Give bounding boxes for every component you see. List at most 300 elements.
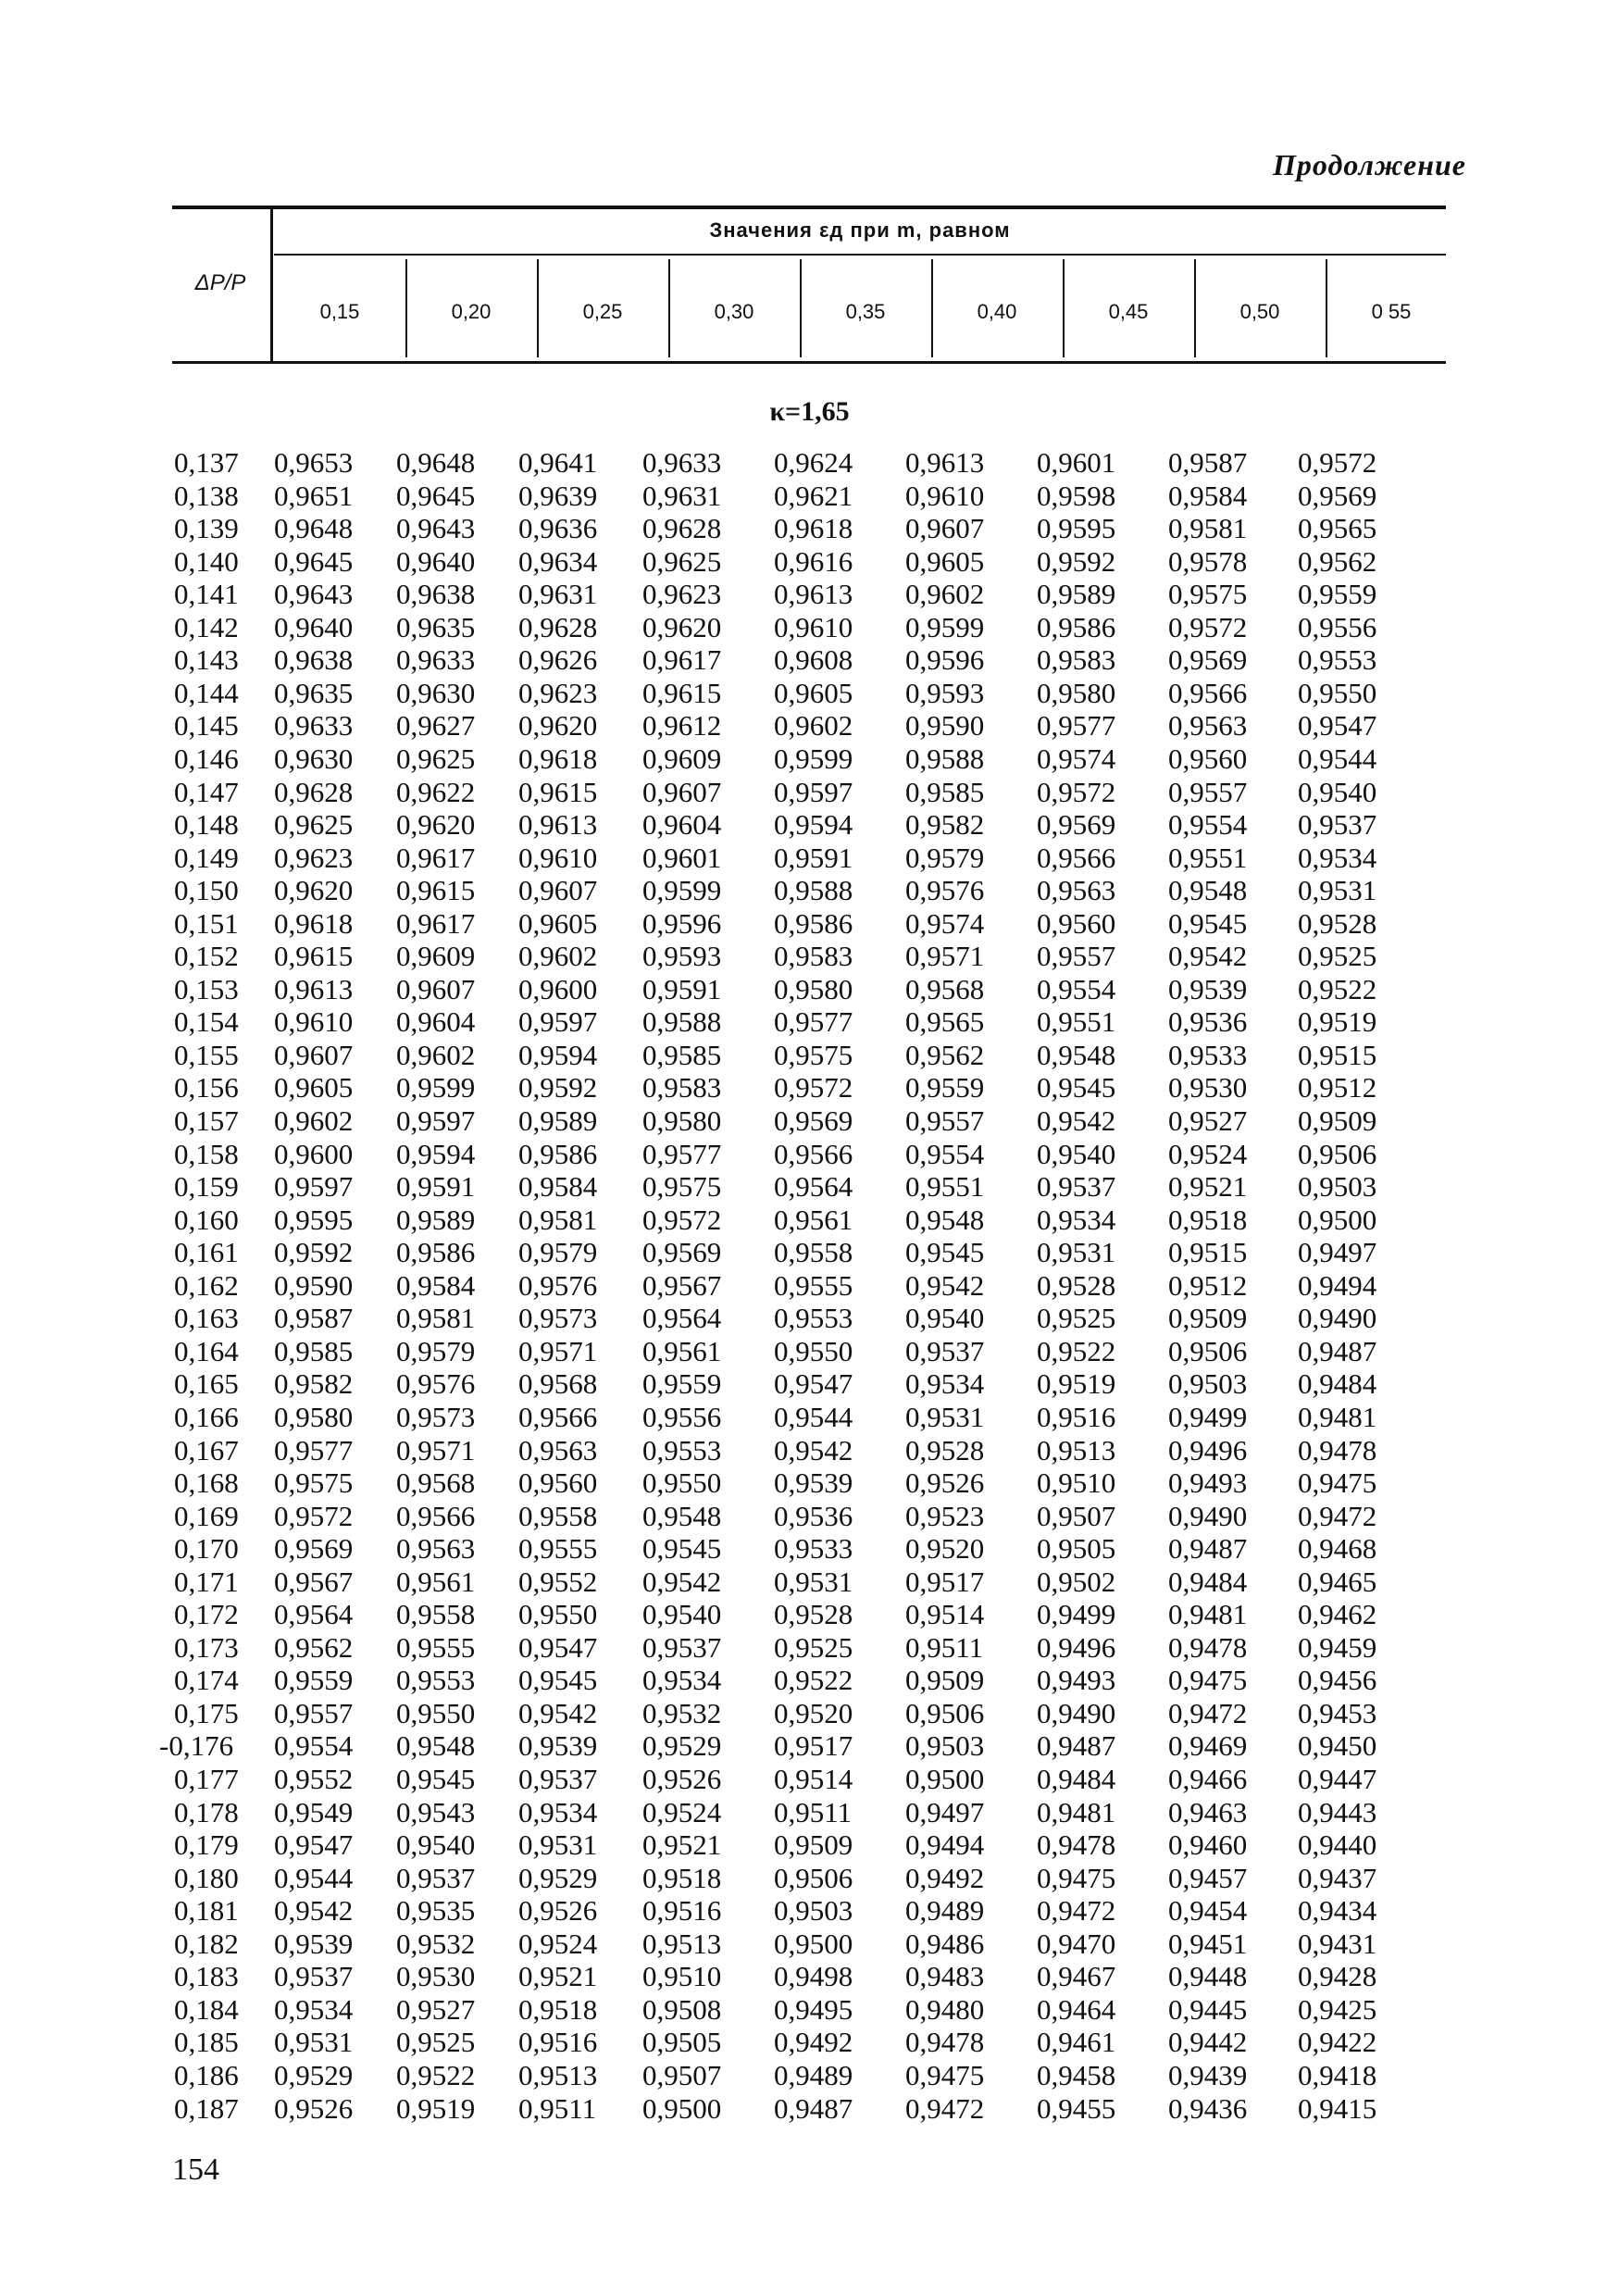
- epsilon-value: 0,9588: [642, 1005, 722, 1039]
- epsilon-value: 0,9531: [274, 2026, 354, 2059]
- epsilon-value: 0,9566: [1037, 841, 1116, 874]
- epsilon-value: 0,9586: [518, 1137, 598, 1170]
- epsilon-value: 0,9524: [1168, 1137, 1248, 1170]
- epsilon-value: 0,9566: [396, 1499, 476, 1532]
- epsilon-value: 0,9475: [1168, 1664, 1248, 1697]
- epsilon-value: 0,9648: [274, 512, 354, 545]
- epsilon-value: 0,9530: [396, 1960, 476, 1993]
- epsilon-value: 0,9506: [1168, 1334, 1248, 1367]
- section-title: κ=1,65: [769, 396, 850, 427]
- epsilon-value: 0,9555: [774, 1268, 853, 1302]
- m-column-divider: [1194, 259, 1196, 357]
- dp-value: 0,175: [174, 1696, 239, 1729]
- epsilon-value: 0,9461: [1037, 2026, 1116, 2059]
- epsilon-value: 0,9525: [396, 2026, 476, 2059]
- dp-value: 0,143: [174, 643, 239, 677]
- epsilon-value: 0,9641: [518, 446, 598, 479]
- epsilon-value: 0,9540: [396, 1828, 476, 1862]
- epsilon-value: 0,9592: [274, 1236, 354, 1269]
- epsilon-value: 0,9618: [274, 906, 354, 940]
- epsilon-value: 0,9509: [1298, 1104, 1377, 1137]
- epsilon-value: 0,9494: [905, 1828, 985, 1862]
- epsilon-value: 0,9531: [1037, 1236, 1116, 1269]
- epsilon-value: 0,9569: [1037, 808, 1116, 842]
- epsilon-value: 0,9602: [518, 940, 598, 973]
- m-column-divider: [931, 259, 933, 357]
- epsilon-value: 0,9597: [774, 775, 853, 808]
- dp-value: 0,186: [174, 2058, 239, 2091]
- m-column-divider: [405, 259, 407, 357]
- epsilon-value: 0,9540: [1298, 775, 1377, 808]
- epsilon-value: 0,9439: [1168, 2058, 1248, 2091]
- epsilon-value: 0,9495: [774, 1992, 853, 2026]
- epsilon-value: 0,9437: [1298, 1861, 1377, 1894]
- epsilon-value: 0,9640: [274, 610, 354, 643]
- epsilon-value: 0,9455: [1037, 2091, 1116, 2125]
- epsilon-value: 0,9453: [1298, 1696, 1377, 1729]
- epsilon-value: 0,9607: [905, 512, 985, 545]
- epsilon-value: 0,9532: [642, 1696, 722, 1729]
- dp-value: 0,170: [174, 1532, 239, 1566]
- epsilon-value: 0,9465: [1298, 1565, 1377, 1598]
- epsilon-value: 0,9627: [396, 709, 476, 742]
- epsilon-value: 0,9526: [642, 1763, 722, 1795]
- epsilon-value: 0,9636: [518, 512, 598, 545]
- m-value-header: 0,50: [1239, 300, 1280, 323]
- epsilon-value: 0,9499: [1168, 1400, 1248, 1433]
- epsilon-value: 0,9554: [1037, 972, 1116, 1005]
- epsilon-value: 0,9575: [642, 1170, 722, 1204]
- epsilon-value: 0,9591: [396, 1170, 476, 1204]
- epsilon-value: 0,9489: [774, 2058, 853, 2091]
- epsilon-value: 0,9521: [518, 1960, 598, 1993]
- epsilon-value: 0,9551: [905, 1170, 985, 1204]
- epsilon-value: 0,9575: [1168, 578, 1248, 611]
- dp-value: 0,158: [174, 1137, 239, 1170]
- epsilon-value: 0,9607: [642, 775, 722, 808]
- epsilon-value: 0,9651: [274, 479, 354, 512]
- epsilon-value: 0,9558: [774, 1236, 853, 1269]
- epsilon-value: 0,9615: [518, 775, 598, 808]
- epsilon-value: 0,9422: [1298, 2026, 1377, 2059]
- epsilon-value: 0,9542: [1168, 940, 1248, 973]
- epsilon-value: 0,9525: [774, 1630, 853, 1664]
- epsilon-value: 0,9484: [1168, 1565, 1248, 1598]
- dp-value: 0,179: [174, 1828, 239, 1862]
- epsilon-value: 0,9594: [774, 808, 853, 842]
- epsilon-value: 0,9620: [518, 709, 598, 742]
- epsilon-value: 0,9612: [642, 709, 722, 742]
- epsilon-value: 0,9628: [274, 775, 354, 808]
- dp-value: 0,142: [174, 610, 239, 643]
- epsilon-value: 0,9601: [1037, 446, 1116, 479]
- epsilon-value: 0,9481: [1037, 1795, 1116, 1828]
- epsilon-value: 0,9590: [905, 709, 985, 742]
- m-column-divider: [1326, 259, 1327, 357]
- epsilon-value: 0,9536: [774, 1499, 853, 1532]
- epsilon-value: 0,9567: [274, 1565, 354, 1598]
- epsilon-value: 0,9593: [905, 676, 985, 709]
- epsilon-value: 0,9457: [1168, 1861, 1248, 1894]
- epsilon-value: 0,9639: [518, 479, 598, 512]
- epsilon-value: 0,9494: [1298, 1268, 1377, 1302]
- epsilon-value: 0,9478: [1168, 1630, 1248, 1664]
- epsilon-value: 0,9564: [274, 1598, 354, 1631]
- epsilon-value: 0,9572: [1037, 775, 1116, 808]
- epsilon-value: 0,9525: [1298, 940, 1377, 973]
- epsilon-value: 0,9542: [274, 1894, 354, 1928]
- dp-value: 0,171: [174, 1565, 239, 1598]
- epsilon-value: 0,9469: [1168, 1729, 1248, 1763]
- epsilon-value: 0,9539: [518, 1729, 598, 1763]
- epsilon-value: 0,9567: [642, 1268, 722, 1302]
- epsilon-value: 0,9454: [1168, 1894, 1248, 1928]
- m-value-header: 0,20: [451, 300, 492, 323]
- epsilon-value: 0,9572: [1168, 610, 1248, 643]
- epsilon-value: 0,9581: [518, 1203, 598, 1236]
- epsilon-value: 0,9591: [774, 841, 853, 874]
- epsilon-value: 0,9586: [774, 906, 853, 940]
- epsilon-value: 0,9559: [1298, 578, 1377, 611]
- epsilon-value: 0,9539: [774, 1466, 853, 1500]
- epsilon-value: 0,9552: [518, 1565, 598, 1598]
- continuation-label: Продолжение: [1273, 148, 1466, 181]
- epsilon-value: 0,9560: [518, 1466, 598, 1500]
- table-header: [172, 206, 1446, 365]
- epsilon-value: 0,9561: [642, 1334, 722, 1367]
- epsilon-value: 0,9448: [1168, 1960, 1248, 1993]
- epsilon-value: 0,9604: [642, 808, 722, 842]
- epsilon-value: 0,9545: [1037, 1071, 1116, 1104]
- epsilon-value: 0,9585: [905, 775, 985, 808]
- epsilon-value: 0,9460: [1168, 1828, 1248, 1862]
- epsilon-value: 0,9418: [1298, 2058, 1377, 2091]
- epsilon-value: 0,9515: [1168, 1236, 1248, 1269]
- epsilon-value: 0,9512: [1298, 1071, 1377, 1104]
- epsilon-value: 0,9487: [1037, 1729, 1116, 1763]
- dp-value: 0,185: [174, 2026, 239, 2059]
- epsilon-value: 0,9447: [1298, 1763, 1377, 1795]
- dp-value: 0,149: [174, 841, 239, 874]
- epsilon-value: 0,9428: [1298, 1960, 1377, 1993]
- epsilon-value: 0,9585: [642, 1038, 722, 1071]
- epsilon-value: 0,9565: [1298, 512, 1377, 545]
- epsilon-value: 0,9562: [1298, 544, 1377, 578]
- epsilon-value: 0,9522: [774, 1664, 853, 1697]
- epsilon-value: 0,9592: [518, 1071, 598, 1104]
- epsilon-value: 0,9481: [1168, 1598, 1248, 1631]
- epsilon-value: 0,9610: [274, 1005, 354, 1039]
- epsilon-value: 0,9563: [1168, 709, 1248, 742]
- epsilon-value: 0,9521: [1168, 1170, 1248, 1204]
- epsilon-value: 0,9645: [274, 544, 354, 578]
- epsilon-value: 0,9564: [774, 1170, 853, 1204]
- epsilon-value: 0,9472: [1037, 1894, 1116, 1928]
- epsilon-value: 0,9529: [518, 1861, 598, 1894]
- epsilon-value: 0,9467: [1037, 1960, 1116, 1993]
- epsilon-value: 0,9542: [642, 1565, 722, 1598]
- epsilon-value: 0,9514: [774, 1763, 853, 1795]
- epsilon-value: 0,9506: [1298, 1137, 1377, 1170]
- epsilon-value: 0,9602: [905, 578, 985, 611]
- epsilon-value: 0,9537: [642, 1630, 722, 1664]
- epsilon-value: 0,9555: [396, 1630, 476, 1664]
- epsilon-value: 0,9505: [642, 2026, 722, 2059]
- epsilon-value: 0,9550: [642, 1466, 722, 1500]
- epsilon-value: 0,9624: [774, 446, 853, 479]
- dp-value: 0,141: [174, 578, 239, 611]
- dp-value: 0,165: [174, 1367, 239, 1401]
- epsilon-value: 0,9499: [1037, 1598, 1116, 1631]
- epsilon-value: 0,9508: [642, 1992, 722, 2026]
- dp-value: 0,159: [174, 1170, 239, 1204]
- epsilon-value: 0,9607: [396, 972, 476, 1005]
- epsilon-value: 0,9537: [905, 1334, 985, 1367]
- epsilon-value: 0,9523: [905, 1499, 985, 1532]
- epsilon-value: 0,9566: [1168, 676, 1248, 709]
- epsilon-value: 0,9534: [274, 1992, 354, 2026]
- epsilon-value: 0,9487: [1298, 1334, 1377, 1367]
- epsilon-value: 0,9602: [774, 709, 853, 742]
- epsilon-value: 0,9544: [1298, 742, 1377, 775]
- epsilon-value: 0,9543: [396, 1795, 476, 1828]
- epsilon-value: 0,9415: [1298, 2091, 1377, 2125]
- epsilon-value: 0,9600: [518, 972, 598, 1005]
- epsilon-value: 0,9610: [905, 479, 985, 512]
- epsilon-value: 0,9581: [1168, 512, 1248, 545]
- epsilon-value: 0,9569: [774, 1104, 853, 1137]
- epsilon-value: 0,9529: [274, 2058, 354, 2091]
- epsilon-value: 0,9547: [274, 1828, 354, 1862]
- epsilon-value: 0,9475: [905, 2058, 985, 2091]
- epsilon-value: 0,9542: [774, 1433, 853, 1466]
- epsilon-value: 0,9487: [1168, 1532, 1248, 1566]
- epsilon-value: 0,9509: [905, 1664, 985, 1697]
- m-value-header: 0,40: [977, 300, 1017, 323]
- dp-value: 0,150: [174, 874, 239, 907]
- epsilon-value: 0,9579: [518, 1236, 598, 1269]
- epsilon-value: 0,9590: [274, 1268, 354, 1302]
- epsilon-value: 0,9526: [905, 1466, 985, 1500]
- epsilon-value: 0,9574: [905, 906, 985, 940]
- epsilon-value: 0,9533: [1168, 1038, 1248, 1071]
- epsilon-value: 0,9524: [518, 1927, 598, 1960]
- epsilon-value: 0,9519: [1037, 1367, 1116, 1401]
- epsilon-value: 0,9480: [905, 1992, 985, 2026]
- epsilon-value: 0,9583: [1037, 643, 1116, 677]
- epsilon-value: 0,9517: [774, 1729, 853, 1763]
- epsilon-value: 0,9617: [396, 906, 476, 940]
- epsilon-value: 0,9602: [274, 1104, 354, 1137]
- dp-value: 0,178: [174, 1795, 239, 1828]
- epsilon-value: 0,9572: [642, 1203, 722, 1236]
- epsilon-value: 0,9605: [274, 1071, 354, 1104]
- dp-value: 0,145: [174, 709, 239, 742]
- epsilon-value: 0,9613: [905, 446, 985, 479]
- epsilon-value: 0,9553: [774, 1302, 853, 1335]
- dp-value: 0,151: [174, 906, 239, 940]
- epsilon-value: 0,9605: [905, 544, 985, 578]
- epsilon-value: 0,9431: [1298, 1927, 1377, 1960]
- epsilon-value: 0,9597: [274, 1170, 354, 1204]
- epsilon-value: 0,9515: [1298, 1038, 1377, 1071]
- epsilon-value: 0,9443: [1298, 1795, 1377, 1828]
- epsilon-value: 0,9573: [518, 1302, 598, 1335]
- epsilon-value: 0,9516: [1037, 1400, 1116, 1433]
- epsilon-value: 0,9605: [774, 676, 853, 709]
- dp-value: 0,174: [174, 1664, 239, 1697]
- epsilon-value: 0,9613: [774, 578, 853, 611]
- epsilon-value: 0,9557: [274, 1696, 354, 1729]
- epsilon-value: 0,9643: [396, 512, 476, 545]
- epsilon-value: 0,9434: [1298, 1894, 1377, 1928]
- epsilon-value: 0,9554: [274, 1729, 354, 1763]
- epsilon-value: 0,9631: [518, 578, 598, 611]
- epsilon-value: 0,9592: [1037, 544, 1116, 578]
- dp-value: 0,146: [174, 742, 239, 775]
- epsilon-value: 0,9583: [774, 940, 853, 973]
- epsilon-value: 0,9557: [1037, 940, 1116, 973]
- epsilon-value: 0,9564: [642, 1302, 722, 1335]
- epsilon-value: 0,9587: [1168, 446, 1248, 479]
- epsilon-value: 0,9573: [396, 1400, 476, 1433]
- dp-value: 0,184: [174, 1992, 239, 2026]
- epsilon-value: 0,9509: [1168, 1302, 1248, 1335]
- epsilon-value: 0,9561: [396, 1565, 476, 1598]
- epsilon-value: 0,9593: [642, 940, 722, 973]
- m-value-header: 0 55: [1371, 300, 1412, 323]
- epsilon-value: 0,9595: [1037, 512, 1116, 545]
- epsilon-value: 0,9525: [1037, 1302, 1116, 1335]
- epsilon-value: 0,9582: [274, 1367, 354, 1401]
- m-value-header: 0,35: [845, 300, 886, 323]
- epsilon-value: 0,9539: [274, 1927, 354, 1960]
- epsilon-value: 0,9613: [518, 808, 598, 842]
- epsilon-value: 0,9496: [1037, 1630, 1116, 1664]
- dp-value: 0,161: [174, 1236, 239, 1269]
- epsilon-value: 0,9618: [518, 742, 598, 775]
- epsilon-value: 0,9537: [274, 1960, 354, 1993]
- epsilon-value: 0,9599: [396, 1071, 476, 1104]
- epsilon-value: 0,9545: [905, 1236, 985, 1269]
- epsilon-value: 0,9500: [774, 1927, 853, 1960]
- epsilon-value: 0,9513: [1037, 1433, 1116, 1466]
- epsilon-value: 0,9522: [1298, 972, 1377, 1005]
- epsilon-value: 0,9633: [642, 446, 722, 479]
- epsilon-value: 0,9576: [905, 874, 985, 907]
- epsilon-value: 0,9445: [1168, 1992, 1248, 2026]
- epsilon-value: 0,9545: [518, 1664, 598, 1697]
- epsilon-value: 0,9512: [1168, 1268, 1248, 1302]
- epsilon-value: 0,9464: [1037, 1992, 1116, 2026]
- epsilon-value: 0,9547: [1298, 709, 1377, 742]
- epsilon-value: 0,9648: [396, 446, 476, 479]
- epsilon-value: 0,9440: [1298, 1828, 1377, 1862]
- epsilon-value: 0,9503: [1298, 1170, 1377, 1204]
- epsilon-value: 0,9503: [774, 1894, 853, 1928]
- dp-value: 0,177: [174, 1763, 239, 1795]
- epsilon-value: 0,9550: [1298, 676, 1377, 709]
- epsilon-value: 0,9609: [396, 940, 476, 973]
- epsilon-value: 0,9605: [518, 906, 598, 940]
- epsilon-value: 0,9550: [396, 1696, 476, 1729]
- epsilon-value: 0,9510: [1037, 1466, 1116, 1500]
- epsilon-value: 0,9595: [274, 1203, 354, 1236]
- epsilon-value: 0,9524: [642, 1795, 722, 1828]
- epsilon-value: 0,9475: [1037, 1861, 1116, 1894]
- epsilon-value: 0,9635: [396, 610, 476, 643]
- m-column-divider: [668, 259, 670, 357]
- epsilon-value: 0,9559: [642, 1367, 722, 1401]
- epsilon-value: 0,9534: [642, 1664, 722, 1697]
- m-column-divider: [800, 259, 802, 357]
- epsilon-value: 0,9552: [274, 1763, 354, 1795]
- epsilon-value: 0,9497: [905, 1795, 985, 1828]
- epsilon-value: 0,9625: [642, 544, 722, 578]
- epsilon-value: 0,9633: [396, 643, 476, 677]
- epsilon-value: 0,9498: [774, 1960, 853, 1993]
- epsilon-value: 0,9589: [396, 1203, 476, 1236]
- epsilon-value: 0,9588: [774, 874, 853, 907]
- epsilon-value: 0,9529: [642, 1729, 722, 1763]
- epsilon-value: 0,9625: [274, 808, 354, 842]
- epsilon-value: 0,9486: [905, 1927, 985, 1960]
- epsilon-value: 0,9470: [1037, 1927, 1116, 1960]
- epsilon-value: 0,9574: [1037, 742, 1116, 775]
- m-value-header: 0,45: [1108, 300, 1149, 323]
- header-top-rule: [172, 206, 1446, 209]
- epsilon-value: 0,9544: [274, 1861, 354, 1894]
- epsilon-value: 0,9533: [774, 1532, 853, 1566]
- dp-value: 0,182: [174, 1927, 239, 1960]
- epsilon-value: 0,9542: [905, 1268, 985, 1302]
- epsilon-value: 0,9458: [1037, 2058, 1116, 2091]
- epsilon-value: 0,9540: [1037, 1137, 1116, 1170]
- epsilon-value: 0,9528: [905, 1433, 985, 1466]
- epsilon-value: 0,9528: [774, 1598, 853, 1631]
- epsilon-value: 0,9551: [1037, 1005, 1116, 1039]
- epsilon-value: 0,9507: [1037, 1499, 1116, 1532]
- epsilon-value: 0,9615: [274, 940, 354, 973]
- epsilon-value: 0,9535: [396, 1894, 476, 1928]
- epsilon-value: 0,9547: [518, 1630, 598, 1664]
- epsilon-value: 0,9516: [642, 1894, 722, 1928]
- epsilon-value: 0,9513: [642, 1927, 722, 1960]
- epsilon-value: 0,9526: [274, 2091, 354, 2125]
- epsilon-value: 0,9569: [642, 1236, 722, 1269]
- epsilon-value: 0,9459: [1298, 1630, 1377, 1664]
- epsilon-value: 0,9572: [274, 1499, 354, 1532]
- epsilon-value: 0,9609: [642, 742, 722, 775]
- epsilon-value: 0,9553: [1298, 643, 1377, 677]
- epsilon-value: 0,9547: [774, 1367, 853, 1401]
- epsilon-value: 0,9584: [396, 1268, 476, 1302]
- epsilon-value: 0,9643: [274, 578, 354, 611]
- epsilon-value: 0,9568: [518, 1367, 598, 1401]
- epsilon-value: 0,9579: [396, 1334, 476, 1367]
- epsilon-value: 0,9628: [642, 512, 722, 545]
- dp-value: 0,153: [174, 972, 239, 1005]
- epsilon-value: 0,9598: [1037, 479, 1116, 512]
- header-span-title: Значения εд при m, равном: [709, 218, 1011, 242]
- dp-value: 0,152: [174, 940, 239, 973]
- epsilon-value: 0,9478: [1037, 1828, 1116, 1862]
- epsilon-value: 0,9520: [774, 1696, 853, 1729]
- epsilon-value: 0,9591: [642, 972, 722, 1005]
- epsilon-value: 0,9569: [1298, 479, 1377, 512]
- epsilon-value: 0,9472: [1298, 1499, 1377, 1532]
- epsilon-value: 0,9577: [642, 1137, 722, 1170]
